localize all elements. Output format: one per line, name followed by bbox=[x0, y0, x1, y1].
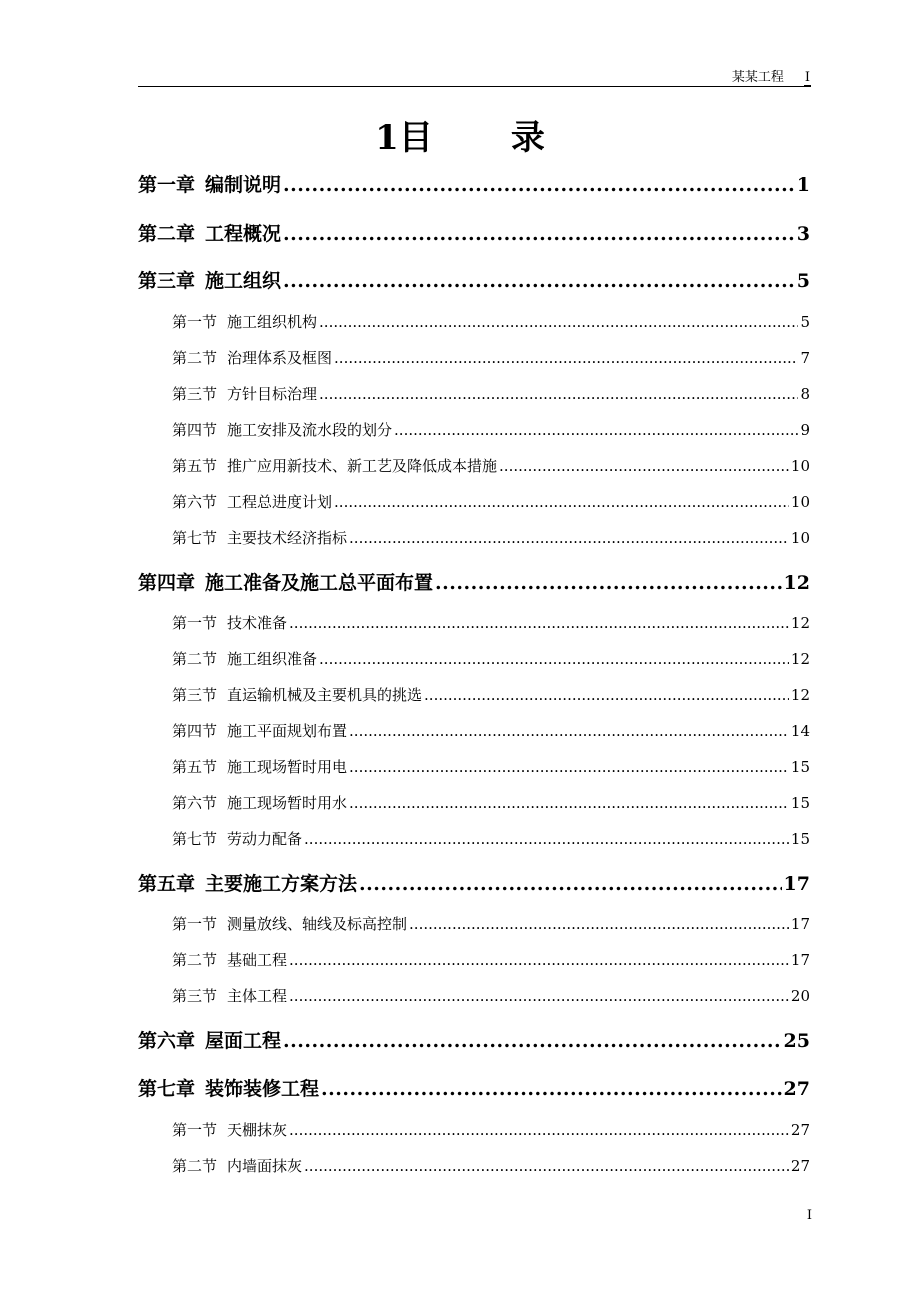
toc-dot-leader bbox=[321, 1076, 782, 1102]
toc-section-entry[interactable] bbox=[172, 311, 810, 333]
toc-section-entry[interactable] bbox=[172, 612, 810, 634]
toc-dot-leader bbox=[283, 221, 795, 247]
toc-entry-page: 1 bbox=[796, 174, 810, 196]
toc-dot-leader bbox=[334, 347, 798, 369]
toc-entry-label bbox=[172, 527, 347, 549]
toc-entry-label bbox=[172, 419, 392, 441]
toc-entry-title: 编制说明 bbox=[205, 174, 282, 196]
toc-entry-page: 5 bbox=[796, 270, 810, 292]
toc-section-entry[interactable] bbox=[172, 985, 810, 1007]
toc-entry-title: 屋面工程 bbox=[205, 1030, 282, 1052]
toc-entry-number: 第五章 bbox=[138, 873, 196, 895]
toc-entry-label bbox=[138, 1028, 281, 1054]
toc-entry-title: 施工平面规划布置 bbox=[227, 722, 348, 740]
toc-entry-page: 3 bbox=[796, 223, 810, 245]
toc-entry-page: 10 bbox=[790, 529, 810, 547]
toc-section-entry[interactable] bbox=[172, 684, 810, 706]
toc-section-entry[interactable] bbox=[172, 455, 810, 477]
toc-entry-title: 直运输机械及主要机具的挑选 bbox=[227, 686, 423, 704]
toc-entry-number: 第二节 bbox=[172, 951, 218, 969]
toc-entry-title: 主体工程 bbox=[227, 987, 288, 1005]
toc-section-entry[interactable] bbox=[172, 347, 810, 369]
toc-entry-number: 第六章 bbox=[138, 1030, 196, 1052]
toc-entry-label bbox=[172, 648, 317, 670]
toc-section-entry[interactable] bbox=[172, 720, 810, 742]
toc-entry-title: 施工安排及流水段的划分 bbox=[227, 421, 393, 439]
toc-entry-title: 装饰装修工程 bbox=[205, 1078, 320, 1100]
toc-section-entry[interactable] bbox=[172, 527, 810, 549]
toc-entry-page: 5 bbox=[800, 313, 810, 331]
toc-entry-label bbox=[172, 347, 332, 369]
toc-entry-page: 7 bbox=[800, 349, 810, 367]
toc-entry-number: 第一章 bbox=[138, 174, 196, 196]
toc-entry-label bbox=[172, 612, 287, 634]
toc-entry-page: 10 bbox=[790, 457, 810, 475]
toc-section-entry[interactable] bbox=[172, 491, 810, 513]
toc-dot-leader bbox=[359, 871, 782, 897]
header-page-number: I bbox=[804, 70, 810, 85]
toc-section-entry[interactable] bbox=[172, 383, 810, 405]
toc-section-entry[interactable] bbox=[172, 756, 810, 778]
toc-chapter-entry[interactable] bbox=[138, 570, 810, 596]
toc-dot-leader bbox=[334, 491, 789, 513]
toc-entry-number: 第三节 bbox=[172, 686, 218, 704]
toc-entry-title: 推广应用新技术、新工艺及降低成本措施 bbox=[227, 457, 498, 475]
toc-section-entry[interactable] bbox=[172, 648, 810, 670]
toc-entry-label bbox=[172, 1119, 287, 1141]
toc-entry-page: 20 bbox=[790, 987, 810, 1005]
page-title bbox=[0, 110, 920, 159]
toc-chapter-entry[interactable] bbox=[138, 172, 810, 198]
toc-entry-page: 27 bbox=[783, 1078, 810, 1100]
toc-entry-number: 第三章 bbox=[138, 270, 196, 292]
toc-entry-title: 方针目标治理 bbox=[227, 385, 318, 403]
toc-entry-title: 主要技术经济指标 bbox=[227, 529, 348, 547]
toc-entry-title: 施工组织准备 bbox=[227, 650, 318, 668]
header-text bbox=[732, 66, 811, 86]
toc-entry-page: 12 bbox=[783, 572, 810, 594]
toc-dot-leader bbox=[283, 268, 795, 294]
toc-entry-page: 12 bbox=[790, 650, 810, 668]
toc-entry-page: 25 bbox=[783, 1030, 810, 1052]
toc-dot-leader bbox=[289, 612, 789, 634]
toc-entry-label bbox=[172, 491, 332, 513]
toc-entry-title: 内墙面抹灰 bbox=[227, 1157, 303, 1175]
toc-entry-number: 第二节 bbox=[172, 1157, 218, 1175]
toc-section-entry[interactable] bbox=[172, 828, 810, 850]
toc-entry-title: 施工现场暂时用水 bbox=[227, 794, 348, 812]
toc-entry-label bbox=[172, 949, 287, 971]
toc-entry-page: 27 bbox=[790, 1157, 810, 1175]
toc-entry-label bbox=[172, 985, 287, 1007]
toc-entry-label bbox=[172, 756, 347, 778]
toc-dot-leader bbox=[349, 756, 789, 778]
toc-entry-label bbox=[172, 1155, 302, 1177]
toc-entry-page: 10 bbox=[790, 493, 810, 511]
toc-dot-leader bbox=[304, 828, 789, 850]
toc-entry-number: 第七节 bbox=[172, 529, 218, 547]
toc-entry-page: 17 bbox=[783, 873, 810, 895]
toc-entry-title: 基础工程 bbox=[227, 951, 288, 969]
toc-entry-label bbox=[172, 828, 302, 850]
toc-dot-leader bbox=[319, 383, 798, 405]
toc-entry-number: 第三节 bbox=[172, 987, 218, 1005]
toc-entry-label bbox=[172, 913, 407, 935]
toc-entry-title: 工程总进度计划 bbox=[227, 493, 333, 511]
toc-entry-title: 施工现场暂时用电 bbox=[227, 758, 348, 776]
page-header bbox=[138, 62, 811, 87]
toc-entry-number: 第三节 bbox=[172, 385, 218, 403]
toc-entry-title: 治理体系及框图 bbox=[227, 349, 333, 367]
toc-entry-label bbox=[172, 720, 347, 742]
toc-section-entry[interactable] bbox=[172, 913, 810, 935]
toc-entry-page: 8 bbox=[800, 385, 810, 403]
toc-entry-title: 劳动力配备 bbox=[227, 830, 303, 848]
toc-entry-page: 27 bbox=[790, 1121, 810, 1139]
toc-dot-leader bbox=[289, 985, 789, 1007]
toc-entry-label bbox=[172, 684, 422, 706]
toc-dot-leader bbox=[424, 684, 789, 706]
toc-entry-number: 第五节 bbox=[172, 758, 218, 776]
title-number: 1 bbox=[375, 118, 399, 158]
toc-entry-title: 技术准备 bbox=[227, 614, 288, 632]
toc-section-entry[interactable] bbox=[172, 1155, 810, 1177]
toc-entry-number: 第二节 bbox=[172, 349, 218, 367]
toc-entry-page: 15 bbox=[790, 794, 810, 812]
toc-section-entry[interactable] bbox=[172, 949, 810, 971]
toc-entry-page: 15 bbox=[790, 830, 810, 848]
toc-chapter-entry[interactable] bbox=[138, 1028, 810, 1054]
toc-dot-leader bbox=[349, 720, 789, 742]
toc-entry-title: 施工准备及施工总平面布置 bbox=[205, 572, 434, 594]
toc-entry-number: 第一节 bbox=[172, 1121, 218, 1139]
toc-entry-number: 第一节 bbox=[172, 915, 218, 933]
toc-chapter-entry[interactable] bbox=[138, 268, 810, 294]
toc-entry-number: 第一节 bbox=[172, 313, 218, 331]
toc-dot-leader bbox=[319, 648, 789, 670]
toc-dot-leader bbox=[289, 1119, 789, 1141]
toc-dot-leader bbox=[283, 172, 795, 198]
toc-entry-label bbox=[172, 311, 317, 333]
toc-entry-number: 第二节 bbox=[172, 650, 218, 668]
toc-entry-number: 第六节 bbox=[172, 493, 218, 511]
toc-dot-leader bbox=[349, 527, 789, 549]
toc-entry-title: 工程概况 bbox=[205, 223, 282, 245]
toc-entry-label bbox=[138, 221, 281, 247]
toc-entry-title: 主要施工方案方法 bbox=[205, 873, 358, 895]
toc-entry-number: 第二章 bbox=[138, 223, 196, 245]
toc-entry-title: 天棚抹灰 bbox=[227, 1121, 288, 1139]
toc-entry-page: 17 bbox=[790, 951, 810, 969]
footer-page-number: I bbox=[806, 1208, 812, 1223]
toc-entry-number: 第四章 bbox=[138, 572, 196, 594]
title-part1: 目 bbox=[398, 118, 433, 158]
toc-entry-page: 15 bbox=[790, 758, 810, 776]
title-part2: 录 bbox=[510, 118, 545, 158]
toc-entry-label bbox=[138, 1076, 319, 1102]
toc-entry-number: 第四节 bbox=[172, 722, 218, 740]
toc-entry-page: 9 bbox=[800, 421, 810, 439]
toc-entry-label bbox=[172, 455, 497, 477]
toc-entry-number: 第一节 bbox=[172, 614, 218, 632]
toc-entry-number: 第七节 bbox=[172, 830, 218, 848]
toc-section-entry[interactable] bbox=[172, 1119, 810, 1141]
toc-entry-label bbox=[172, 792, 347, 814]
toc-dot-leader bbox=[283, 1028, 782, 1054]
toc-dot-leader bbox=[499, 455, 789, 477]
toc-chapter-entry[interactable] bbox=[138, 1076, 810, 1102]
toc-entry-page: 14 bbox=[790, 722, 810, 740]
toc-entry-title: 测量放线、轴线及标高控制 bbox=[227, 915, 408, 933]
toc-entry-label bbox=[138, 570, 433, 596]
toc-entry-page: 12 bbox=[790, 614, 810, 632]
toc-entry-label bbox=[138, 871, 357, 897]
toc-chapter-entry[interactable] bbox=[138, 871, 810, 897]
toc-entry-number: 第五节 bbox=[172, 457, 218, 475]
toc-entry-title: 施工组织 bbox=[205, 270, 282, 292]
toc-entry-number: 第七章 bbox=[138, 1078, 196, 1100]
toc-dot-leader bbox=[304, 1155, 789, 1177]
toc-entry-page: 17 bbox=[790, 915, 810, 933]
toc-section-entry[interactable] bbox=[172, 419, 810, 441]
toc-entry-number: 第四节 bbox=[172, 421, 218, 439]
toc-entry-label bbox=[138, 172, 281, 198]
toc-entry-page: 12 bbox=[790, 686, 810, 704]
toc-entry-label bbox=[138, 268, 281, 294]
header-title: 某某工程 bbox=[731, 70, 784, 85]
toc-entry-label bbox=[172, 383, 317, 405]
toc-dot-leader bbox=[289, 949, 789, 971]
toc-dot-leader bbox=[319, 311, 798, 333]
toc-dot-leader bbox=[349, 792, 789, 814]
toc-dot-leader bbox=[435, 570, 782, 596]
toc-entry-title: 施工组织机构 bbox=[227, 313, 318, 331]
toc-dot-leader bbox=[394, 419, 798, 441]
toc-entry-number: 第六节 bbox=[172, 794, 218, 812]
toc-dot-leader bbox=[409, 913, 789, 935]
toc-section-entry[interactable] bbox=[172, 792, 810, 814]
toc-chapter-entry[interactable] bbox=[138, 221, 810, 247]
